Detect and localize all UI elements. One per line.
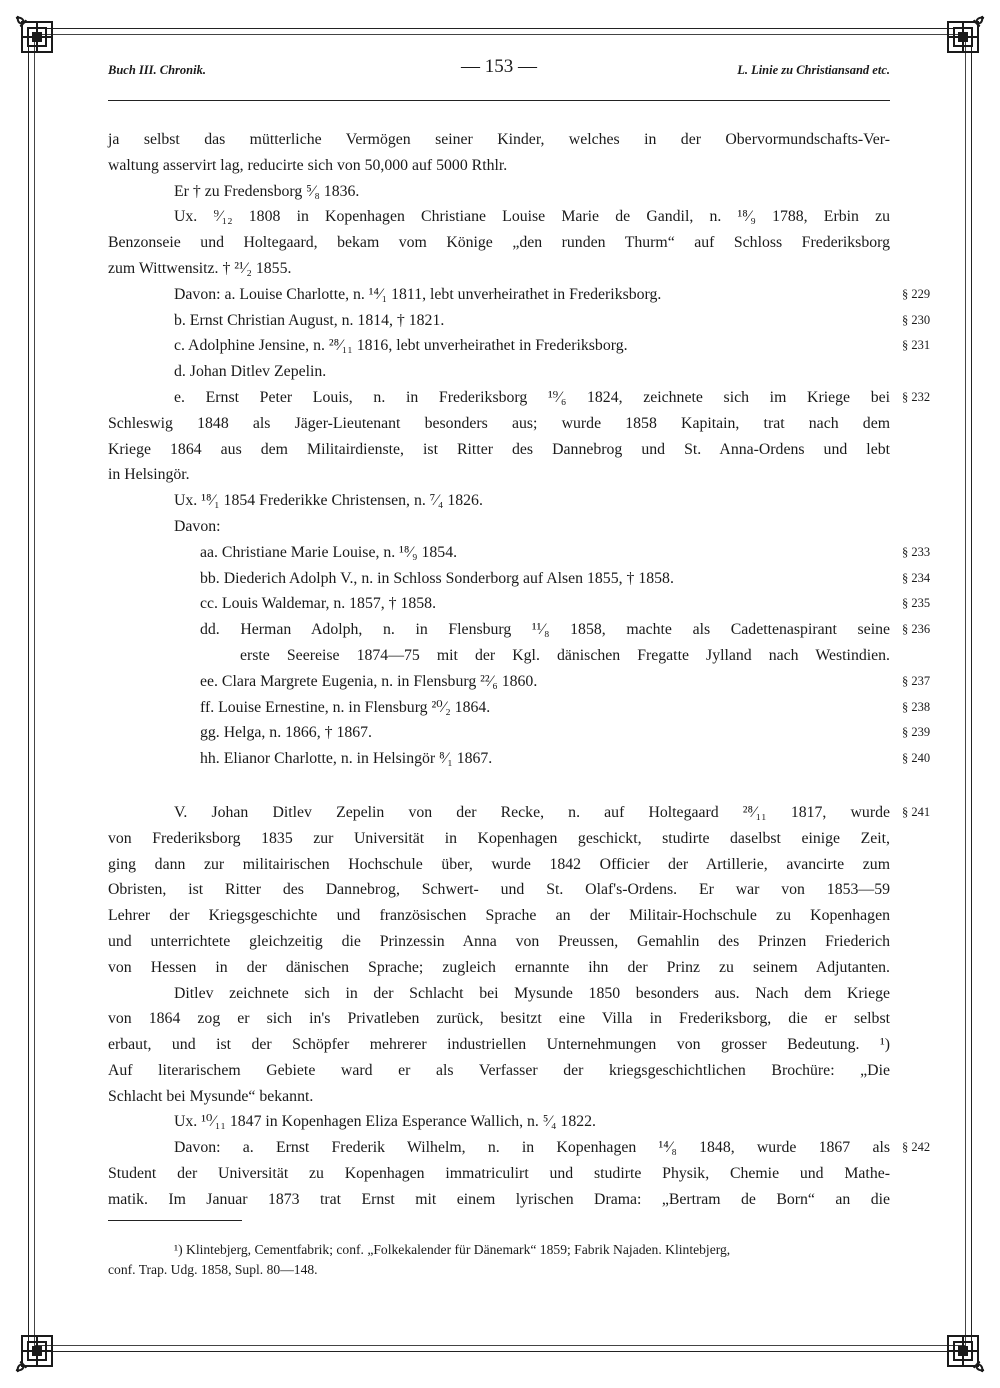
text-line: erste Seereise 1874—75 mit der Kgl. dänischen Fregatte Jylland nach Westindien. <box>240 646 890 664</box>
footnote-rule <box>108 1220 242 1221</box>
text-line: und unterrichtete gleichzeitig die Prinzessin Anna von Preussen, Gemahlin des Prinzen Friederich <box>108 932 890 950</box>
margin-ref: § 230 <box>902 312 931 327</box>
margin-ref: § 238 <box>902 699 931 714</box>
corner-ornament-icon <box>940 1328 986 1374</box>
text-line: bb. Diederich Adolph V., n. in Schloss Sonderborg auf Alsen 1855, † 1858. § 234 <box>108 566 890 592</box>
text-line: aa. Christiane Marie Louise, n. ¹⁸⁄₉ 1854. § 233 <box>108 540 890 566</box>
text-line: Ux. ¹⁸⁄₁ 1854 Frederikke Christensen, n. ⁷⁄₄ 1826. <box>174 492 483 510</box>
corner-ornament-icon <box>940 14 986 60</box>
text-line: Er † zu Fredensborg ⁵⁄₈ 1836. <box>174 182 360 200</box>
text-line: c. Adolphine Jensine, n. ²⁸⁄₁₁ 1816, lebt unverheirathet in Frederiksborg. § 231 <box>108 333 890 359</box>
text-line: waltung asservirt lag, reducirte sich von 50,000 auf 5000 Rthlr. <box>108 156 508 174</box>
text-line: d. Johan Ditlev Zepelin. <box>174 363 327 381</box>
text-line: Schleswig 1848 als Jäger-Lieutenant besonders aus; wurde 1858 Kapitain, trat nach dem <box>108 414 890 432</box>
text-line: Obristen, ist Ritter des Dannebrog, Schwert- und St. Olaf's-Ordens. Er war von 1853—59 <box>108 881 890 899</box>
text-line: Kriege 1864 aus dem Militairdienste, ist Ritter des Dannebrog und St. Anna-Ordens und lebt <box>108 440 890 458</box>
section-heading-line: V. Johan Ditlev Zepelin von der Recke, n. auf Holtegaard ²⁸⁄₁₁ 1817, wurde § 241 <box>108 800 890 826</box>
text-line: von 1864 zog er sich in's Privatleben zurück, besitzt eine Villa in Frederiksborg, die er selbst <box>108 1010 890 1028</box>
text-line: von Frederiksborg 1835 zur Universität in Kopenhagen geschickt, studirte daselbst einige Zeit, <box>108 829 890 847</box>
text-line: Benzonseie und Holtegaard, bekam vom Könige „den runden Thurm“ auf Schloss Frederiksborg <box>108 234 890 252</box>
text-line: matik. Im Januar 1873 trat Ernst mit einem lyrischen Drama: „Bertram de Born“ an die <box>108 1190 890 1208</box>
text-line: erbaut, und ist der Schöpfer mehrerer industriellen Unternehmungen von grosser Bedeutung. ¹) <box>108 1036 890 1054</box>
margin-ref: § 233 <box>902 544 931 559</box>
text-line: ff. Louise Ernestine, n. in Flensburg ²⁰⁄₂ 1864. § 238 <box>108 695 890 721</box>
text-line: Auf literarischem Gebiete ward er als Verfasser der kriegsgeschichtlichen Brochüre: „Die <box>108 1061 890 1079</box>
footnote-line: ¹) Klintebjerg, Cementfabrik; conf. „Folkekalender für Dänemark“ 1859; Fabrik Najaden. Klintebjerg, <box>174 1242 731 1257</box>
text-line: e. Ernst Peter Louis, n. in Frederiksborg ¹⁹⁄₆ 1824, zeichnete sich im Kriege bei § 232 <box>108 385 890 411</box>
margin-ref: § 241 <box>902 804 931 819</box>
corner-ornament-icon <box>14 14 60 60</box>
text-line: Davon: a. Louise Charlotte, n. ¹⁴⁄₁ 1811, lebt unverheirathet in Frederiksborg. § 229 <box>108 282 890 308</box>
footnote <box>108 1240 890 1280</box>
text-line: ging dann zur militairischen Hochschule über, wurde 1842 Officier der Artillerie, avancirte zum <box>108 855 890 873</box>
margin-ref: § 237 <box>902 673 931 688</box>
text-line: Ux. ¹⁰⁄₁₁ 1847 in Kopenhagen Eliza Esperance Wallich, n. ⁵⁄₄ 1822. <box>174 1113 596 1131</box>
margin-ref: § 231 <box>902 338 931 353</box>
section-gap <box>108 772 890 800</box>
corner-ornament-icon <box>14 1328 60 1374</box>
text-line: ee. Clara Margrete Eugenia, n. in Flensburg ²²⁄₆ 1860. § 237 <box>108 669 890 695</box>
header-section-title: L. Linie zu Christiansand etc. <box>737 63 890 77</box>
text-line: Ux. ⁹⁄₁₂ 1808 in Kopenhagen Christiane Louise Marie de Gandil, n. ¹⁸⁄₉ 1788, Erbin zu <box>174 208 890 226</box>
text-line: zum Wittwensitz. † ²¹⁄₂ 1855. <box>108 259 292 277</box>
page-number: — 153 — <box>461 56 537 77</box>
margin-ref: § 242 <box>902 1140 931 1155</box>
margin-ref: § 234 <box>902 570 931 585</box>
text-line: Lehrer der Kriegsgeschichte und französischen Sprache an der Militair-Hochschule zu Kopenhagen <box>108 907 890 925</box>
text-line: cc. Louis Waldemar, n. 1857, † 1858. § 235 <box>108 591 890 617</box>
margin-ref: § 240 <box>902 751 931 766</box>
text-line: Davon: a. Ernst Frederik Wilhelm, n. in Kopenhagen ¹⁴⁄₈ 1848, wurde 1867 als § 242 <box>108 1135 890 1161</box>
text-line: von Hessen in der dänischen Sprache; zugleich ernannte ihn der Prinz zu seinem Adjutanten. <box>108 958 890 976</box>
footnote-line: conf. Trap. Udg. 1858, Supl. 80—148. <box>108 1262 318 1277</box>
text-line: Ditlev zeichnete sich in der Schlacht bei Mysunde 1850 besonders aus. Nach dem Kriege <box>174 984 890 1002</box>
text-line: Davon: <box>174 517 221 535</box>
text-line: ja selbst das mütterliche Vermögen seiner Kinder, welches in der Obervormundschafts-Ver- <box>108 131 890 148</box>
header-rule <box>108 100 890 101</box>
text-line: b. Ernst Christian August, n. 1814, † 1821. § 230 <box>108 308 890 334</box>
header-book-title: Buch III. Chronik. <box>108 63 206 77</box>
text-line: hh. Elianor Charlotte, n. in Helsingör ⁸⁄₁ 1867. § 240 <box>108 746 890 772</box>
margin-ref: § 235 <box>902 596 931 611</box>
margin-ref: § 239 <box>902 725 931 740</box>
main-text <box>108 127 931 1213</box>
running-header <box>108 56 890 86</box>
text-line: in Helsingör. <box>108 466 190 484</box>
text-line: Student der Universität zu Kopenhagen immatriculirt und studirte Physik, Chemie und Mathe- <box>108 1165 890 1183</box>
text-line: dd. Herman Adolph, n. in Flensburg ¹¹⁄₈ 1858, machte als Cadettenaspirant seine § 236 <box>108 617 890 643</box>
margin-ref: § 232 <box>902 389 931 404</box>
text-line: Schlacht bei Mysunde“ bekannt. <box>108 1087 314 1105</box>
text-line: gg. Helga, n. 1866, † 1867. § 239 <box>108 720 890 746</box>
margin-ref: § 236 <box>902 622 931 637</box>
margin-ref: § 229 <box>902 286 931 301</box>
